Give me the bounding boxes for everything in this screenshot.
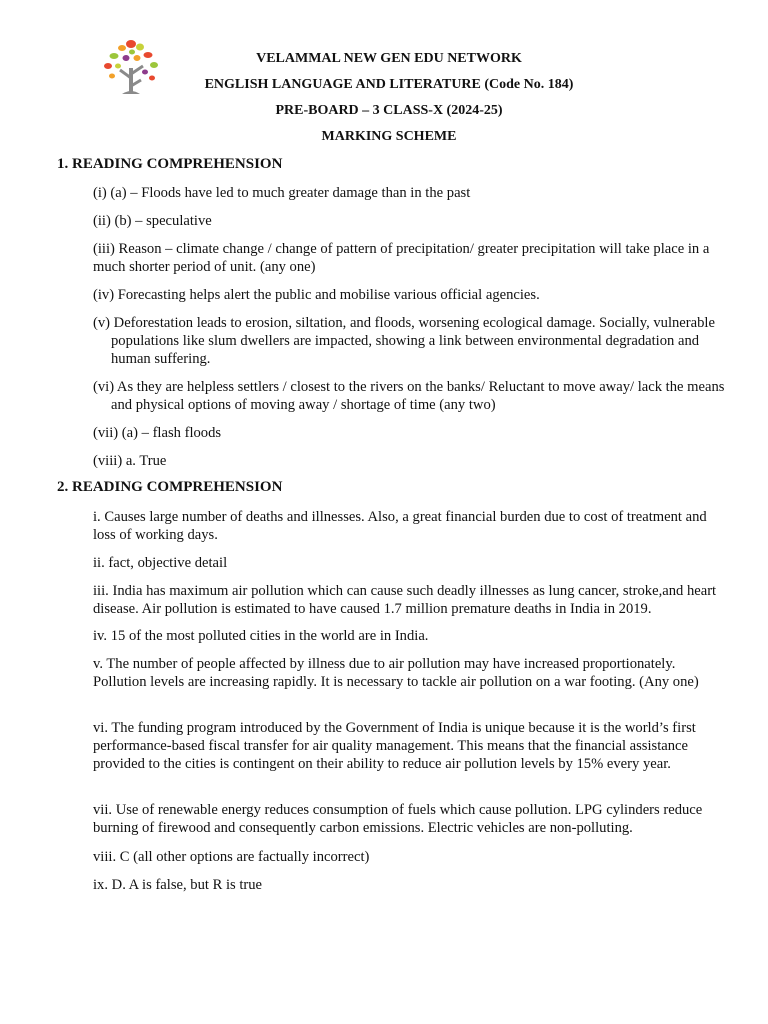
answer-2-vi: vi. The funding program introduced by the Government of India is unique because it is the world’s first performance-based fiscal transfer for air quality management. This means that the financial assistance provided to the cities is contingent on their ability to reduce air pollution levels by 15% every year. [93,720,696,772]
section-heading-2: 2. READING COMPREHENSION [57,479,283,495]
answer-2-iv: iv. 15 of the most polluted cities in the world are in India. [93,628,429,644]
doc-type-title: MARKING SCHEME [321,129,457,144]
answer-2-vii: vii. Use of renewable energy reduces consumption of fuels which cause pollution. LPG cylinders reduce burning of firewood and consequently carbon emissions. Electric vehicles are non-polluting. [93,802,703,836]
answer-2-ii: ii. fact, objective detail [93,555,228,571]
subject-title: ENGLISH LANGUAGE AND LITERATURE (Code No. 184) [204,77,574,92]
answer-1-iii: (iii) Reason – climate change / change of pattern of precipitation/ greater precipitation will take place in a much shorter period of unit. (any one) [93,241,710,275]
answer-2-v: v. The number of people affected by illness due to air pollution may have increased proportionately. Pollution levels are increasing rapidly. It is necessary to tackle air pollution on a war footing. (Any one) [93,656,699,690]
answer-2-i: i. Causes large number of deaths and illnesses. Also, a great financial burden due to cost of treatment and loss of working days. [93,509,707,543]
org-title: VELAMMAL NEW GEN EDU NETWORK [256,51,522,66]
answer-1-vi: (vi) As they are helpless settlers / closest to the rivers on the banks/ Reluctant to move away/ lack the means and physical options of moving away / shortage of time (any two) [93,379,725,413]
answer-2-ix: ix. D. A is false, but R is true [93,877,263,893]
answer-1-viii: (viii) a. True [93,453,167,469]
answer-2-viii: viii. C (all other options are factually incorrect) [93,849,370,865]
answer-1-iv: (iv) Forecasting helps alert the public and mobilise various official agencies. [93,287,540,303]
answer-2-iii: iii. India has maximum air pollution which can cause such deadly illnesses as lung cancer, stroke,and heart disease. Air pollution is estimated to have caused 1.7 million premature deaths in India in 2019. [93,583,717,617]
answer-1-vii: (vii) (a) – flash floods [93,425,222,441]
section-heading-1: 1. READING COMPREHENSION [57,156,283,172]
answer-1-v: (v) Deforestation leads to erosion, siltation, and floods, worsening ecological damage. Socially, vulnerable populations like slum dwellers are impacted, showing a link between environmental degradation and human suffering. [93,315,715,367]
exam-title: PRE-BOARD – 3 CLASS-X (2024-25) [275,103,503,118]
answer-1-ii: (ii) (b) – speculative [93,213,212,229]
answer-1-i: (i) (a) – Floods have led to much greater damage than in the past [93,185,471,201]
